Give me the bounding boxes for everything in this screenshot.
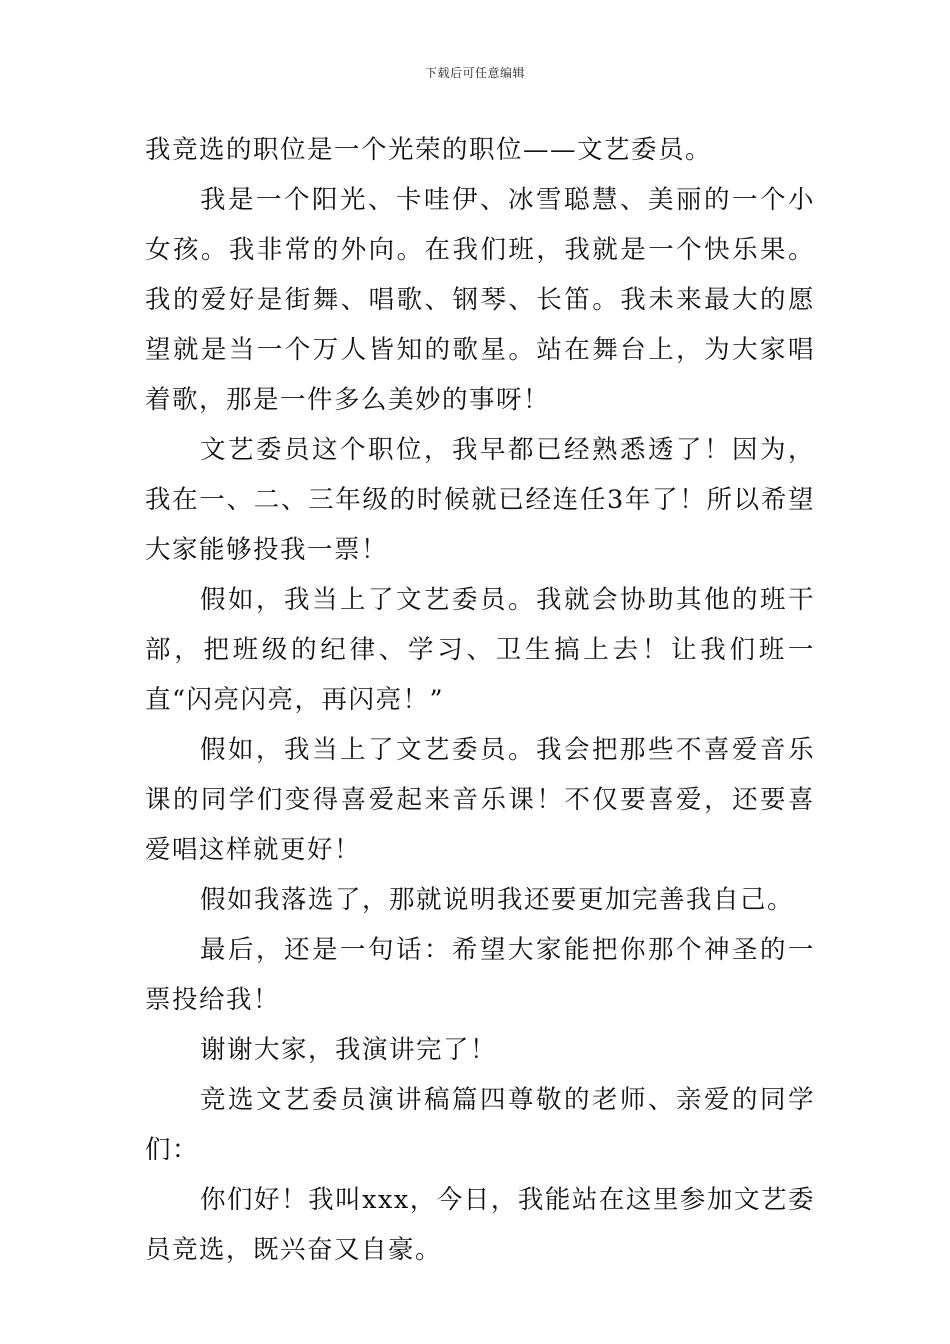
paragraph-1: 我竞选的职位是一个光荣的职位——文艺委员。 — [145, 135, 713, 165]
paragraph-7: 最后，还是一句话：希望大家能把你那个神圣的一票投给我！ — [145, 935, 815, 1015]
paragraph-5: 假如，我当上了文艺委员。我会把那些不喜爱音乐课的同学们变得喜爱起来音乐课！不仅要喜爱，还要喜爱唱这样就更好！ — [145, 735, 815, 865]
paragraph-2: 我是一个阳光、卡哇伊、冰雪聪慧、美丽的一个小女孩。我非常的外向。在我们班，我就是一个快乐果。我的爱好是街舞、唱歌、钢琴、长笛。我未来最大的愿望就是当一个万人皆知的歌星。站在舞台上，为大家唱着歌，那是一件多么美妙的事呀！ — [145, 185, 815, 415]
paragraph-4: 假如，我当上了文艺委员。我就会协助其他的班干部，把班级的纪律、学习、卫生搞上去！让我们班一直“闪亮闪亮，再闪亮！” — [145, 585, 815, 715]
paragraph-6: 假如我落选了，那就说明我还要更加完善我自己。 — [200, 885, 795, 915]
paragraph-10: 你们好！我叫xxx，今日，我能站在这里参加文艺委员竞选，既兴奋又自豪。 — [145, 1185, 815, 1265]
document-body — [145, 125, 815, 1275]
paragraph-3: 文艺委员这个职位，我早都已经熟悉透了！因为，我在一、二、三年级的时候就已经连任3年了！所以希望大家能够投我一票！ — [145, 435, 815, 565]
page-header: 下载后可任意编辑 — [424, 66, 525, 80]
paragraph-9: 竞选文艺委员演讲稿篇四尊敬的老师、亲爱的同学们： — [145, 1085, 815, 1165]
paragraph-8: 谢谢大家，我演讲完了！ — [200, 1035, 498, 1065]
